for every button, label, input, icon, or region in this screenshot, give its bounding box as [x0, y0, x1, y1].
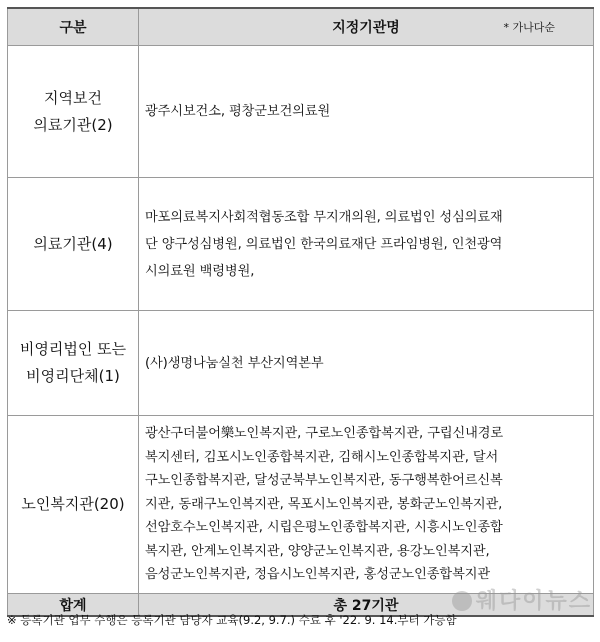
table-row [8, 416, 594, 594]
institution-line: 마포의료복지사회적협동조합 무지개의원, 의료법인 성심의료재 [145, 209, 503, 225]
sort-note: * 가나다순 [503, 21, 555, 34]
table-row [8, 178, 594, 311]
institution-line: 광산구더불어樂노인복지관, 구로노인종합복지관, 구립신내경로 [145, 426, 504, 442]
header-institution-cell [139, 8, 594, 46]
institution-line: 복지센터, 김포시노인종합복지관, 김해시노인종합복지관, 달서 [145, 449, 499, 465]
category-cell [8, 416, 139, 594]
institution-line: 음성군노인복지관, 정읍시노인복지관, 홍성군노인종합복지관 [145, 567, 490, 583]
institution-cell [139, 46, 594, 178]
total-value: 총 27기관 [139, 594, 594, 617]
category-line: 비영리법인 또는 [19, 340, 127, 358]
table-row [8, 46, 594, 178]
category-line: 지역보건 [44, 88, 102, 107]
institution-line: 선암호수노인복지관, 시립은평노인종합복지관, 시흥시노인종합 [145, 520, 503, 536]
institution-cell [139, 416, 594, 594]
table-row [8, 311, 594, 416]
institution-line: 복지관, 안계노인복지관, 양양군노인복지관, 용강노인복지관, [145, 543, 490, 559]
category-cell [8, 46, 139, 178]
category-line: 의료기관(4) [33, 234, 113, 253]
institution-line: 광주시보건소, 평창군보건의료원 [145, 104, 331, 119]
watermark-text: 웨다이뉴스 [475, 589, 592, 614]
institution-line: 구노인종합복지관, 달성군북부노인복지관, 동구행복한어르신복 [145, 473, 503, 489]
institution-cell [139, 311, 594, 416]
institution-line: (사)생명나눔실천 부산지역본부 [145, 355, 324, 371]
header-category: 구분 [8, 8, 139, 46]
watermark-logo-icon [452, 591, 472, 611]
category-cell [8, 178, 139, 311]
category-line: 노인복지관(20) [21, 495, 125, 513]
category-cell [8, 311, 139, 416]
institution-line: 시의료원 백령병원, [145, 263, 255, 279]
total-label: 합계 [8, 594, 139, 617]
institution-cell [139, 178, 594, 311]
watermark [452, 584, 592, 615]
institution-table [7, 7, 594, 617]
footnote: ※ 등록기관 업무 수행은 등록기관 담당자 교육(9.2, 9.7.) 수료 후 '22. 9. 14.부터 가능함 [7, 613, 457, 627]
institution-line: 단 양구성심병원, 의료법인 한국의료재단 프라임병원, 인천광역 [145, 236, 503, 252]
header-institution: 지정기관명 [332, 20, 400, 36]
category-line: 비영리단체(1) [26, 367, 120, 385]
institution-line: 지관, 동래구노인복지관, 목포시노인복지관, 봉화군노인복지관, [145, 496, 503, 512]
category-line: 의료기관(2) [33, 115, 113, 134]
table-header-row [8, 8, 594, 46]
